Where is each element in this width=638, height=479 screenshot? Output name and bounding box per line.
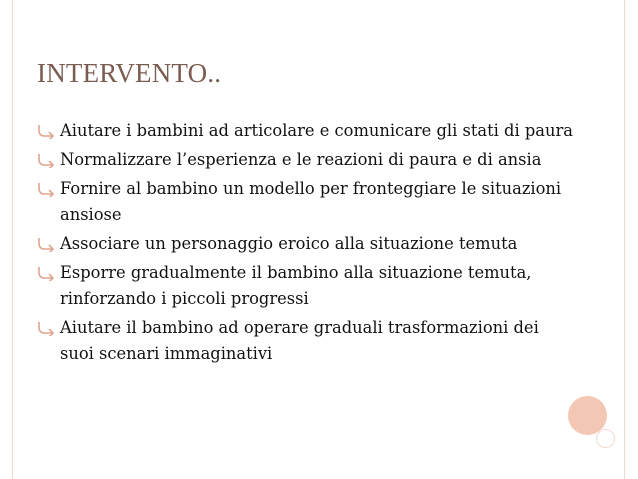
list-item	[37, 176, 577, 228]
decorative-circle-small	[596, 429, 615, 448]
bullet-text: Aiutare i bambini ad articolare e comunicare gli stati di paura	[60, 121, 573, 140]
bullet-text: Normalizzare l’esperienza e le reazioni di paura e di ansia	[60, 150, 542, 169]
bullet-arrow-icon	[37, 263, 55, 281]
list-item	[37, 315, 577, 367]
bullet-arrow-icon	[37, 318, 55, 336]
bullet-arrow-icon	[37, 121, 55, 139]
bullet-text: Associare un personaggio eroico alla situazione temuta	[60, 234, 518, 253]
list-item	[37, 231, 577, 257]
bullet-arrow-icon	[37, 150, 55, 168]
bullet-arrow-icon	[37, 179, 55, 197]
bullet-text: Esporre gradualmente il bambino alla situazione temuta, rinforzando i piccoli progressi	[60, 263, 532, 308]
bullet-list	[37, 118, 577, 370]
list-item	[37, 260, 577, 312]
bullet-text: Fornire al bambino un modello per fronteggiare le situazioni ansiose	[60, 179, 562, 224]
bullet-text: Aiutare il bambino ad operare graduali trasformazioni dei suoi scenari immaginativi	[60, 318, 539, 363]
list-item	[37, 118, 577, 144]
list-item	[37, 147, 577, 173]
bullet-arrow-icon	[37, 234, 55, 252]
slide-title: INTERVENTO..	[37, 58, 222, 88]
